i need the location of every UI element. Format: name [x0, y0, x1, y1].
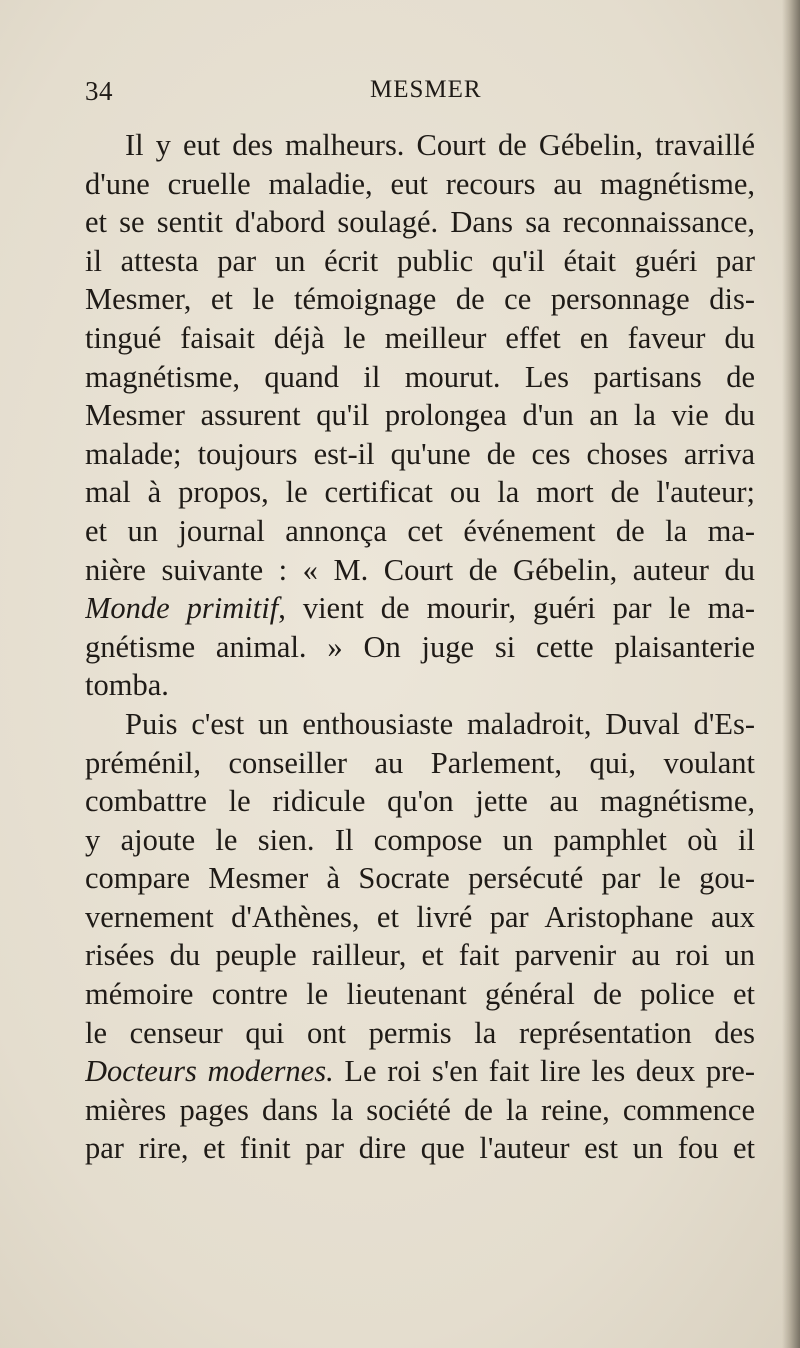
text-line: par rire, et finit par dire que l'auteur est un fou et: [85, 1131, 755, 1166]
text-line: mémoire contre le lieutenant général de police et: [85, 977, 755, 1012]
text-line: gnétisme animal. » On juge si cette plaisanterie: [85, 629, 755, 664]
text-line: le censeur qui ont permis la représentation des: [85, 1015, 755, 1050]
page-edge-shadow: [782, 0, 800, 1348]
italic-title: Monde primitif: [85, 591, 279, 626]
text-line: y ajoute le sien. Il compose un pamphlet où il: [85, 822, 755, 857]
text-line: [85, 589, 755, 628]
text-line: et se sentit d'abord soulagé. Dans sa reconnaissance,: [85, 205, 755, 240]
running-header: [85, 76, 755, 116]
text-line: tingué faisait déjà le meilleur effet en faveur du: [85, 320, 755, 355]
text-line: magnétisme, quand il mourut. Les partisans de: [85, 359, 755, 394]
italic-title: Docteurs modernes.: [85, 1054, 334, 1089]
text-line: et un journal annonça cet événement de la ma-: [85, 513, 755, 548]
text-line: il attesta par un écrit public qu'il était guéri par: [85, 243, 755, 278]
text-line: compare Mesmer à Socrate persécuté par le gou-: [85, 861, 755, 896]
text-line: Puis c'est un enthousiaste maladroit, Duval d'Es-: [125, 706, 755, 741]
text-run: , vient de mourir, guéri par le ma-: [278, 591, 755, 626]
text-line: préménil, conseiller au Parlement, qui, voulant: [85, 745, 755, 780]
text-line: d'une cruelle maladie, eut recours au magnétisme,: [85, 166, 755, 201]
page-number: 34: [85, 76, 113, 106]
text-line: Mesmer, et le témoignage de ce personnage dis-: [85, 282, 755, 317]
text-line: mières pages dans la société de la reine, commence: [85, 1092, 755, 1127]
running-title: MESMER: [370, 76, 482, 103]
body-text: [85, 126, 755, 1168]
text-line: Il y eut des malheurs. Court de Gébelin, travaillé: [125, 128, 755, 162]
text-run: Le roi s'en fait lire les deux pre-: [333, 1054, 755, 1089]
text-line: nière suivante : « M. Court de Gébelin, auteur du: [85, 552, 755, 587]
text-line: tomba.: [85, 668, 169, 703]
text-line: combattre le ridicule qu'on jette au magnétisme,: [85, 784, 755, 819]
text-line: risées du peuple railleur, et fait parvenir au roi un: [85, 938, 755, 973]
text-line: mal à propos, le certificat ou la mort de l'auteur;: [85, 475, 755, 510]
text-line: vernement d'Athènes, et livré par Aristophane aux: [85, 899, 755, 934]
text-line: malade; toujours est-il qu'une de ces choses arriva: [85, 436, 755, 471]
text-line: [85, 1052, 755, 1091]
text-line: Mesmer assurent qu'il prolongea d'un an la vie du: [85, 398, 755, 433]
